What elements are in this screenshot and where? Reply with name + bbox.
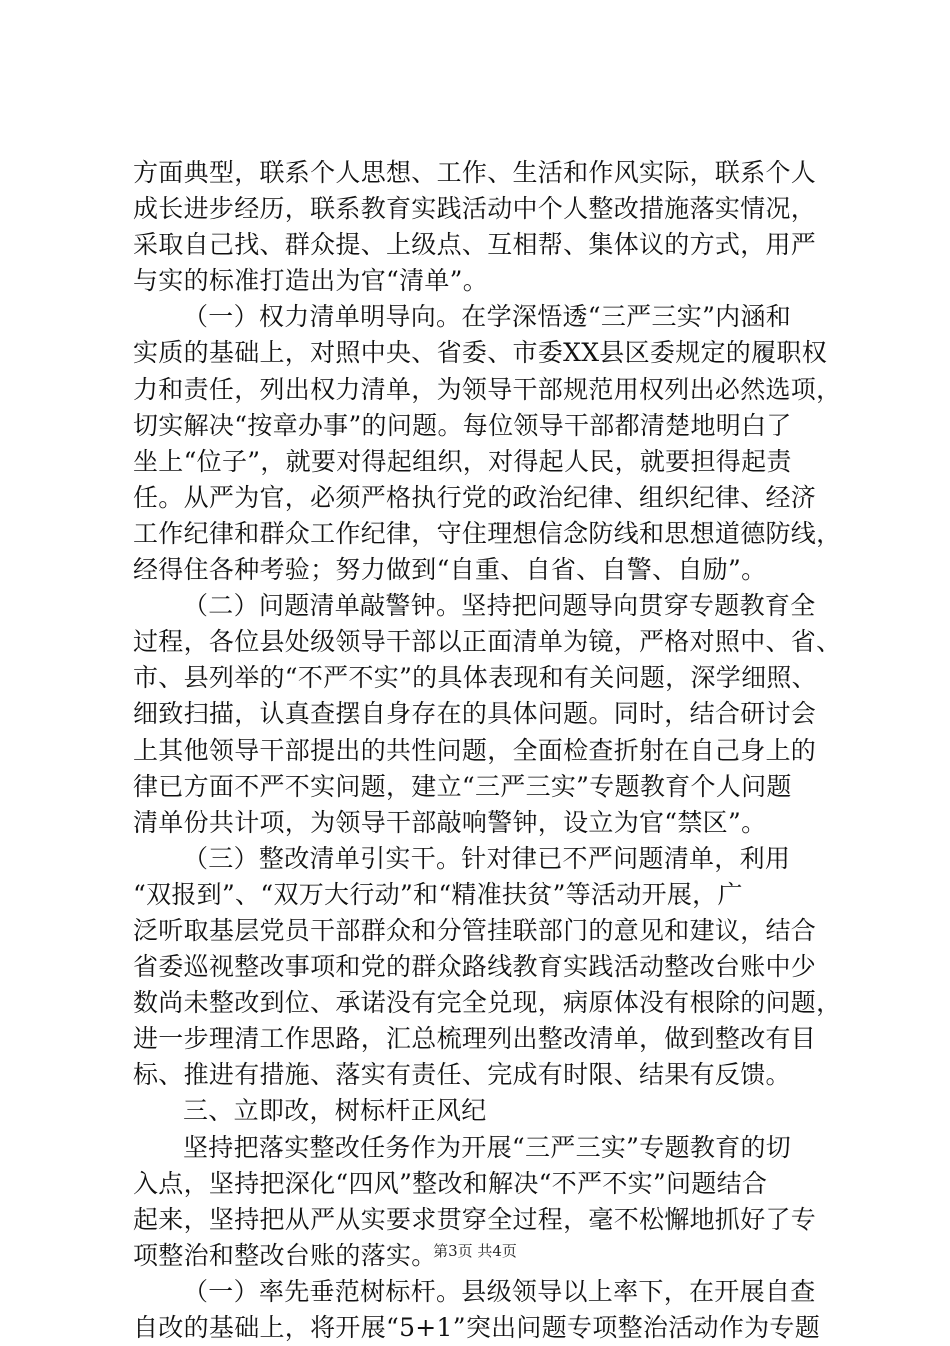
text-line: 律已方面不严不实问题，建立“三严三实”专题教育个人问题 (133, 771, 792, 801)
paragraph-first-line: （一）率先垂范树标杆。县级领导以上率下，在开展自查 (183, 1276, 816, 1306)
text-line: 市、县列举的“不严不实”的具体表现和有关问题，深学细照、 (133, 663, 817, 693)
paragraph-first-line: （一）权力清单明导向。在学深悟透“三严三实”内涵和 (183, 302, 792, 332)
paragraph-first-line: 坚持把落实整改任务作为开展“三严三实”专题教育的切 (183, 1132, 792, 1162)
text-line: 坐上“位子”，就要对得起组织，对得起人民，就要担得起责 (133, 446, 792, 476)
page-footer: 第3页 共4页 (433, 1242, 517, 1260)
text-line: “双报到”、“双万大行动”和“精准扶贫”等活动开展，广 (133, 879, 743, 909)
text-line: 泛听取基层党员干部群众和分管挂联部门的意见和建议，结合 (133, 915, 817, 945)
text-line: 入点，坚持把深化“四风”整改和解决“不严不实”问题结合 (133, 1168, 768, 1198)
paragraph-first-line: 三、立即改，树标杆正风纪 (183, 1096, 487, 1126)
text-line: 与实的标准打造出为官“清单”。 (133, 266, 489, 296)
text-line: 标、推进有措施、落实有责任、完成有时限、结果有反馈。 (133, 1060, 791, 1090)
text-line: 上其他领导干部提出的共性问题，全面检查折射在自己身上的 (133, 735, 817, 765)
text-line: 切实解决“按章办事”的问题。每位领导干部都清楚地明白了 (133, 410, 792, 440)
text-line: 实质的基础上，对照中央、省委、市委XX县区委规定的履职权 (133, 338, 827, 368)
text-line: 成长进步经历，联系教育实践活动中个人整改措施落实情况， (133, 194, 817, 224)
text-line: 清单份共计项，为领导干部敲响警钟，设立为官“禁区”。 (133, 807, 767, 837)
text-line: 自改的基础上，将开展“5+1”突出问题专项整治活动作为专题 (133, 1313, 821, 1342)
document-body (133, 155, 842, 1346)
text-line: 省委巡视整改事项和党的群众路线教育实践活动整改台账中少 (133, 952, 817, 982)
text-line: 数尚未整改到位、承诺没有完全兑现，病原体没有根除的问题， (133, 988, 842, 1018)
text-line: 细致扫描，认真查摆自身存在的具体问题。同时，结合研讨会 (133, 699, 817, 729)
text-line: 经得住各种考验；努力做到“自重、自省、自警、自励”。 (133, 555, 767, 585)
text-line: 项整治和整改台账的落实。 (133, 1240, 437, 1270)
text-line: 起来，坚持把从严从实要求贯穿全过程，毫不松懈地抓好了专 (133, 1204, 817, 1234)
text-line: 方面典型，联系个人思想、工作、生活和作风实际，联系个人 (133, 158, 817, 187)
text-line: 任。从严为官，必须严格执行党的政治纪律、组织纪律、经济 (133, 482, 817, 512)
text-line: 进一步理清工作思路，汇总梳理列出整改清单，做到整改有目 (133, 1024, 817, 1054)
text-line: 力和责任，列出权力清单，为领导干部规范用权列出必然选项， (133, 374, 842, 404)
text-line: 过程，各位县处级领导干部以正面清单为镜，严格对照中、省、 (133, 627, 842, 657)
paragraph-first-line: （三）整改清单引实干。针对律已不严问题清单，利用 (183, 843, 791, 873)
text-line: 采取自己找、群众提、上级点、互相帮、集体议的方式，用严 (133, 230, 817, 260)
text-line: 工作纪律和群众工作纪律，守住理想信念防线和思想道德防线， (133, 518, 842, 548)
paragraph-first-line: （二）问题清单敲警钟。坚持把问题导向贯穿专题教育全 (183, 591, 816, 621)
